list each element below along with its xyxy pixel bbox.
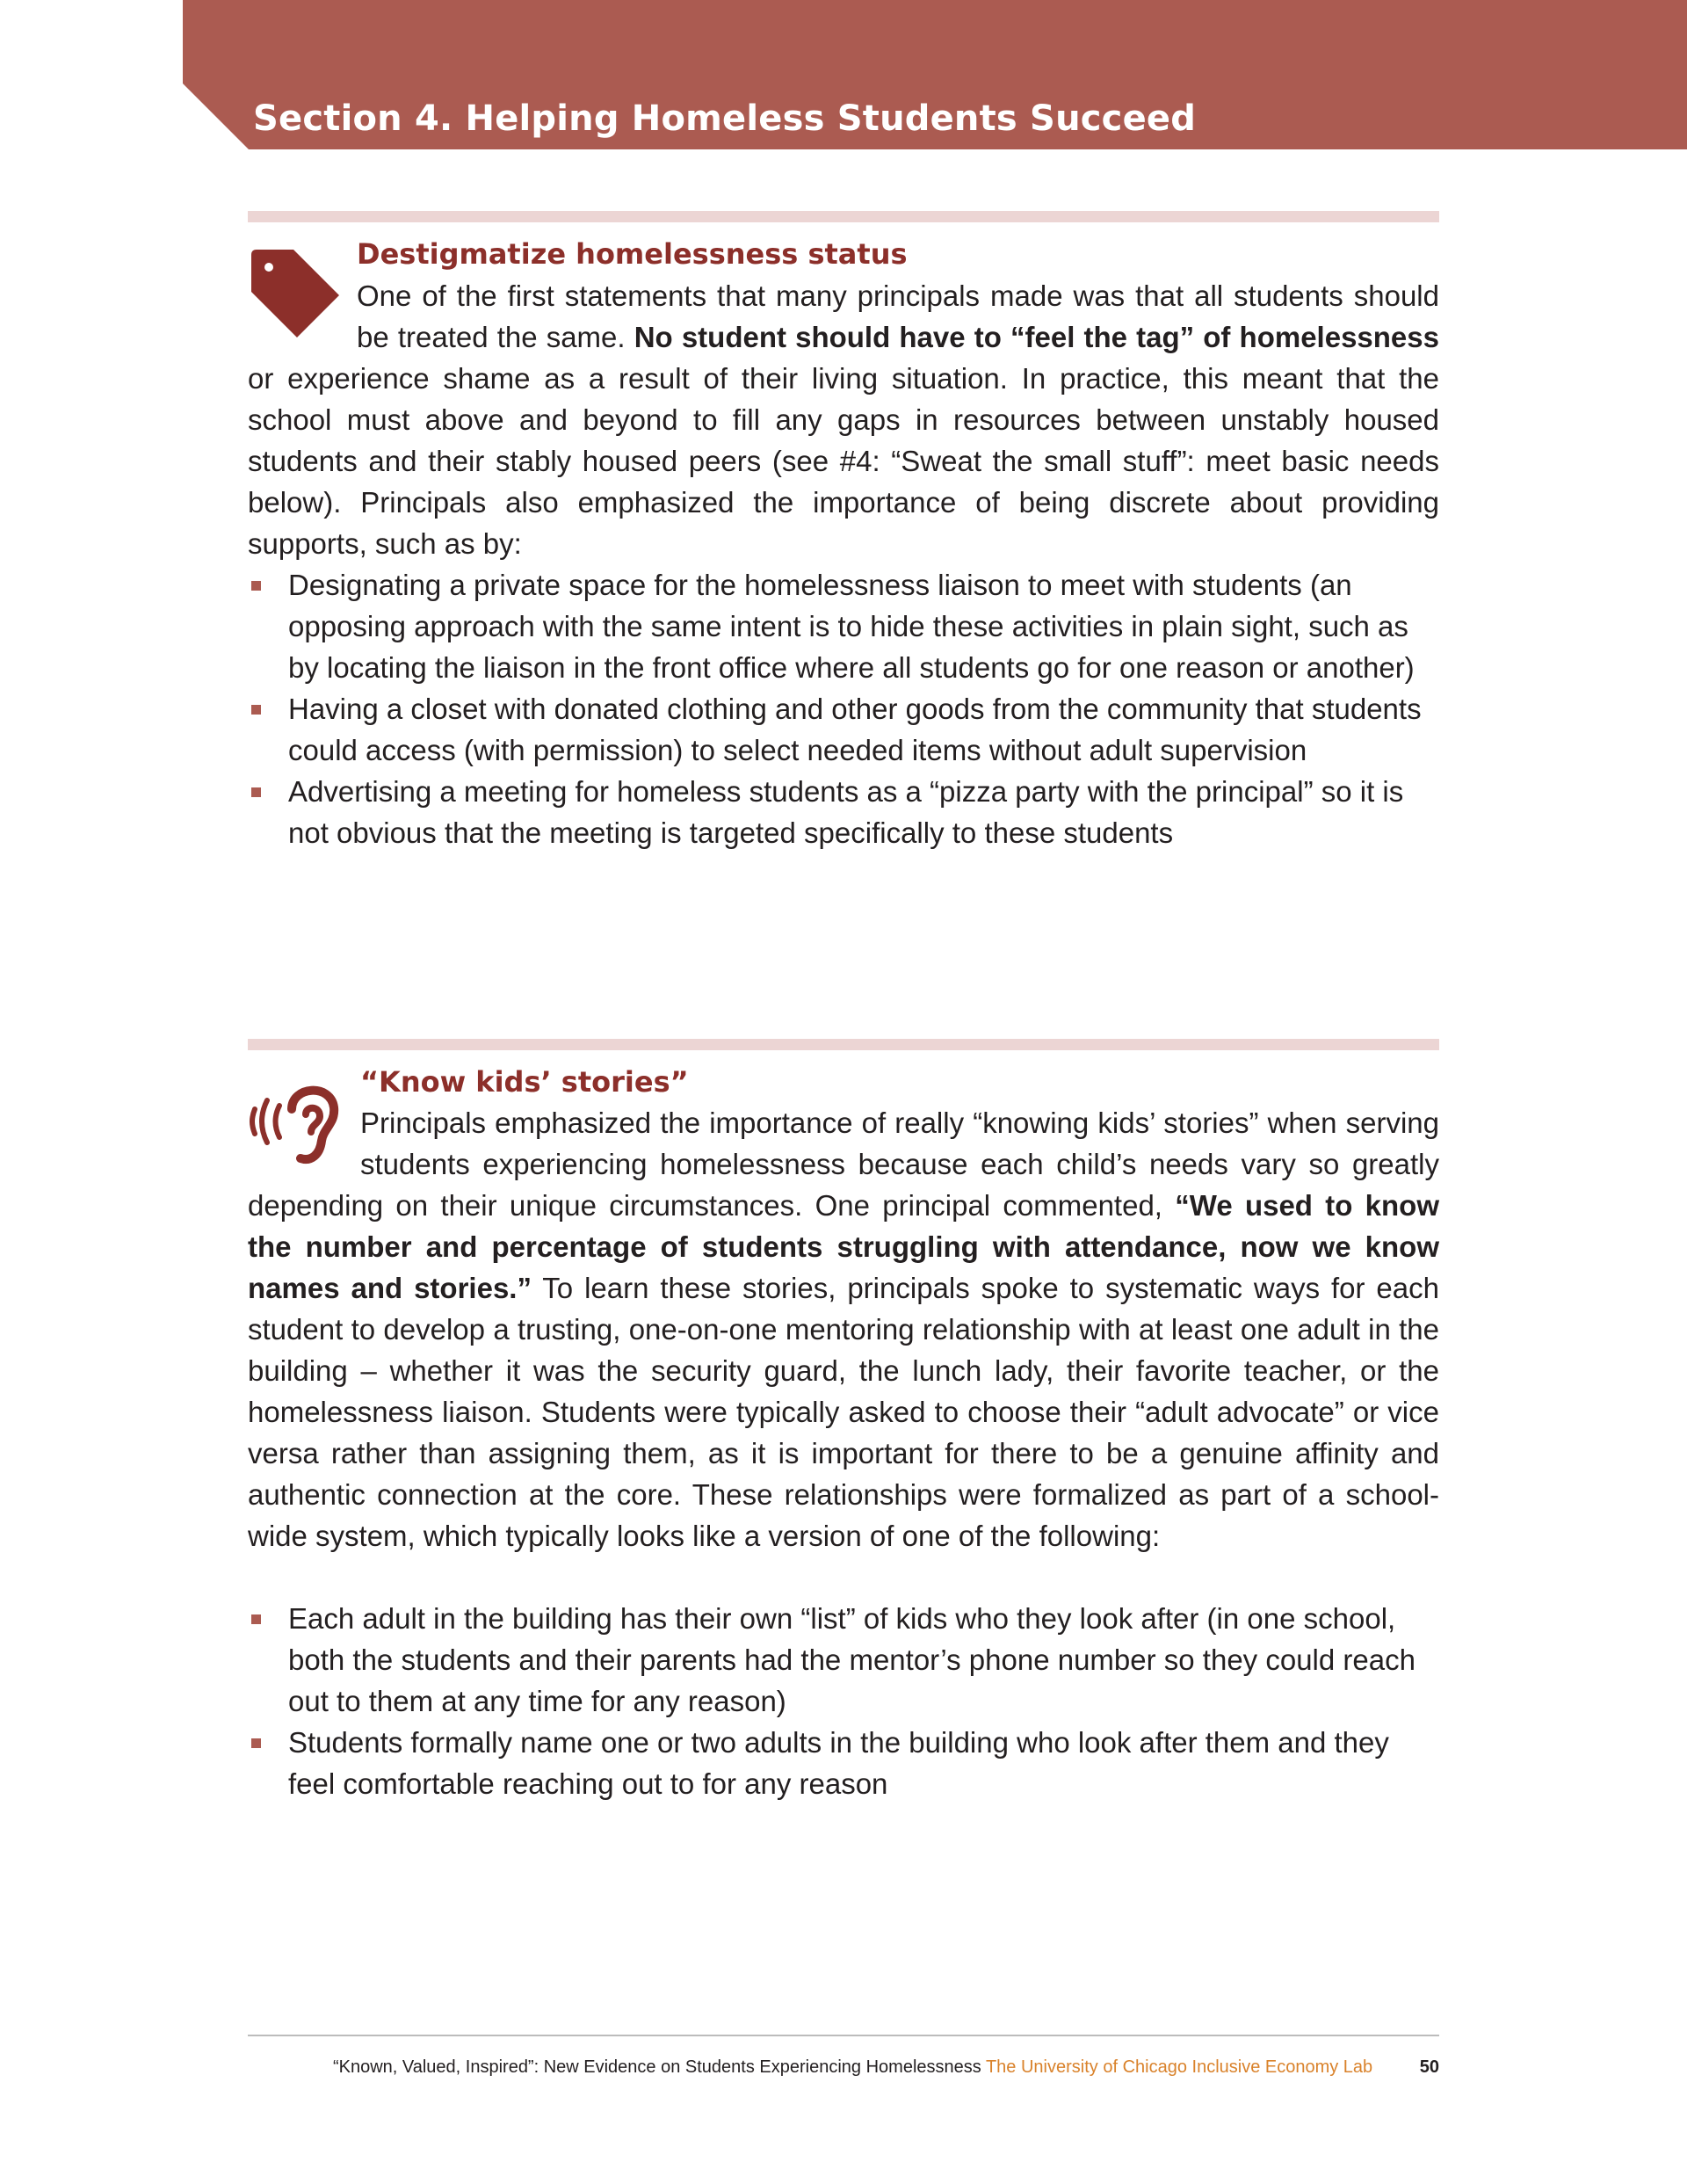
paragraph-destigmatize	[248, 275, 1439, 564]
page-number: 50	[1419, 2057, 1439, 2077]
bullet-list-destigmatize	[248, 564, 1439, 853]
bullet-icon	[251, 1614, 261, 1624]
paragraph-emphasis: No student should have to “feel the tag” of homelessness	[634, 321, 1439, 353]
organization-name: The University of Chicago Inclusive Economy Lab	[985, 2057, 1373, 2077]
bullet-icon	[251, 1738, 261, 1748]
section-divider	[248, 211, 1439, 222]
paragraph-text: To learn these stories, principals spoke to systematic ways for each student to develop a trusting, one-on-one mentoring relationship with at least one adult in the building – whether it was the security guard, the lunch lady, their favorite teacher, or the homelessness liaison. Students were typically asked to choose their “adult advocate” or vice versa rather than assigning them, as it is important for there to be a genuine affinity and authentic connection at the core. These relationships were formalized as part of a school-wide system, which typically looks like a version of one of the following:	[248, 1272, 1439, 1552]
paragraph-emphasis: “We used to know the number and percentage of students struggling with attendance, now we know names and stories.”	[248, 1189, 1439, 1304]
paragraph-text: One of the first statements that many principals made was that all students should be treated the same.	[357, 279, 1439, 353]
list-item: Each adult in the building has their own “list” of kids who they look after (in one school, both the students and their parents had the mentor’s phone number so they could reach out to them at any time for any reason)	[248, 1598, 1439, 1722]
block-title-destigmatize: Destigmatize homelessness status	[357, 237, 908, 271]
section-divider	[248, 1039, 1439, 1050]
bullet-icon	[251, 705, 261, 715]
publication-title: “Known, Valued, Inspired”: New Evidence on Students Experiencing Homelessness	[332, 2057, 981, 2077]
footer-divider	[248, 2035, 1439, 2036]
bullet-list-know-kids-stories	[248, 1598, 1439, 1804]
paragraph-text: Principals emphasized the importance of really “knowing kids’ stories” when serving students experiencing homelessness because each child’s needs vary so greatly depending on their unique circumstances. One principal commented,	[248, 1107, 1439, 1222]
paragraph-know-kids-stories	[248, 1102, 1439, 1556]
list-item: Students formally name one or two adults in the building who look after them and they feel comfortable reaching out to for any reason	[248, 1722, 1439, 1804]
list-item: Having a closet with donated clothing and other goods from the community that students could access (with permission) to select needed items without adult supervision	[248, 688, 1439, 771]
bullet-icon	[251, 787, 261, 797]
page-footer	[248, 2057, 1439, 2078]
list-item: Designating a private space for the homelessness liaison to meet with students (an opposing approach with the same intent is to hide these activities in plain sight, such as by locating the liaison in the front office where all students go for one reason or another)	[248, 564, 1439, 688]
paragraph-text: or experience shame as a result of their living situation. In practice, this meant that the school must above and beyond to fill any gaps in resources between unstably housed students and their stably housed peers (see #4: “Sweat the small stuff”: meet basic needs below). Principals also emphasized the importance of being discrete about providing supports, such as by:	[248, 362, 1439, 560]
block-title-know-kids-stories: “Know kids’ stories”	[360, 1065, 689, 1099]
bullet-icon	[251, 581, 261, 591]
list-item: Advertising a meeting for homeless students as a “pizza party with the principal” so it is not obvious that the meeting is targeted specifically to these students	[248, 771, 1439, 853]
section-title: Section 4. Helping Homeless Students Succeed	[253, 98, 1197, 139]
